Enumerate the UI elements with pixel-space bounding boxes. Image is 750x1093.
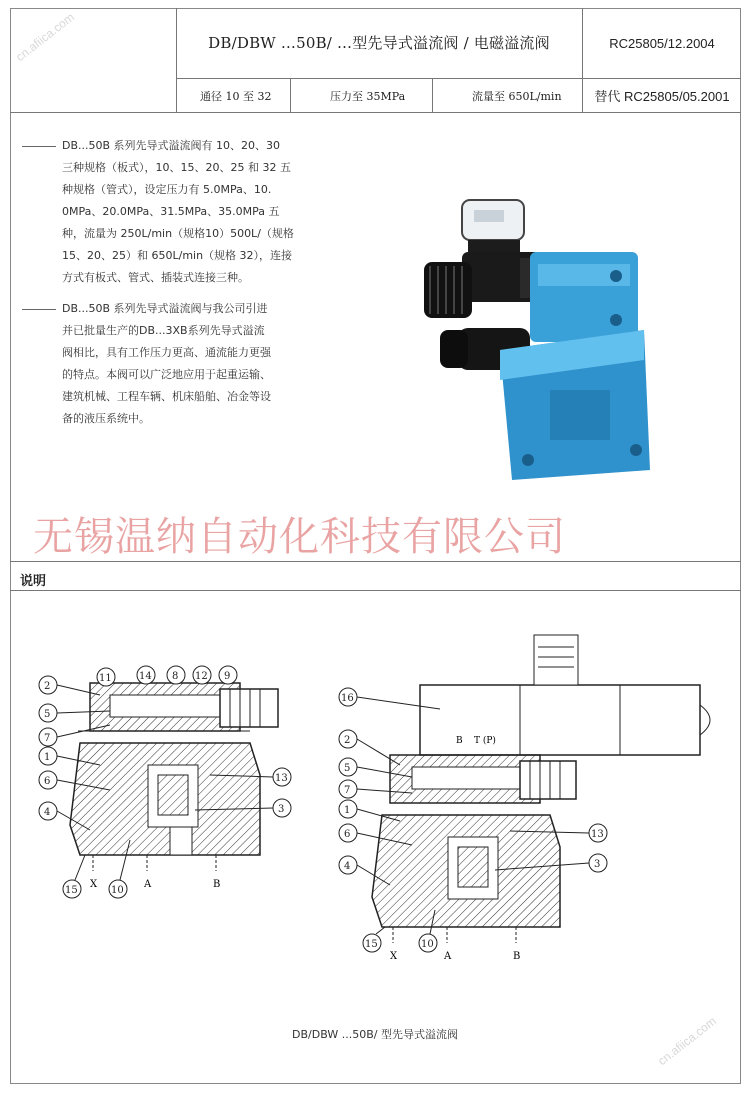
port-label: B xyxy=(213,879,221,890)
text-line: 备的液压系统中。 xyxy=(62,412,150,425)
bullet-dash xyxy=(22,146,56,147)
valve-cross-section-diagram xyxy=(20,625,730,965)
callout xyxy=(63,855,85,898)
port-label: T (P) xyxy=(474,736,496,746)
svg-text:1: 1 xyxy=(44,752,51,763)
port-label: A xyxy=(444,951,452,962)
svg-text:13: 13 xyxy=(591,829,604,840)
svg-text:2: 2 xyxy=(44,681,51,692)
text-line: 15、20、25）和 650L/min（规格 32），连接 xyxy=(62,249,293,262)
header-divider xyxy=(290,78,291,112)
callout xyxy=(219,666,237,684)
svg-text:13: 13 xyxy=(275,773,288,784)
company-watermark: 无锡温纳自动化科技有限公司 xyxy=(33,514,566,560)
port-label: X xyxy=(390,951,398,962)
svg-text:11: 11 xyxy=(99,673,112,684)
svg-text:3: 3 xyxy=(594,859,601,870)
svg-text:15: 15 xyxy=(365,939,378,950)
site-watermark: cn.afiica.com xyxy=(13,9,77,65)
svg-text:10: 10 xyxy=(111,885,124,896)
text-line: 建筑机械、工程车辆、机床船舶、冶金等设 xyxy=(62,390,271,403)
svg-text:2: 2 xyxy=(344,735,351,746)
diagram-caption: DB/DBW ...50B/ 型先导式溢流阀 xyxy=(292,1028,458,1041)
text-line: 阀相比，具有工作压力更高、通流能力更强 xyxy=(62,346,271,359)
svg-text:1: 1 xyxy=(344,805,351,816)
site-watermark: cn.afiica.com xyxy=(655,1013,719,1069)
spec-flow: 流量至 650L/min xyxy=(472,90,562,103)
text-line: DB...50B 系列先导式溢流阀有 10、20、30 xyxy=(62,139,281,152)
spec-pressure: 压力至 35MPa xyxy=(330,90,406,103)
svg-text:7: 7 xyxy=(344,785,351,796)
svg-text:10: 10 xyxy=(421,939,434,950)
callout xyxy=(363,927,385,952)
text-line: 三种规格（板式），10、15、20、25 和 32 五 xyxy=(62,161,291,174)
callout xyxy=(193,666,211,684)
svg-text:12: 12 xyxy=(195,671,208,682)
port-label: X xyxy=(90,879,98,890)
spec-size: 通径 10 至 32 xyxy=(200,90,272,103)
svg-text:14: 14 xyxy=(139,671,152,682)
text-line: 种，流量为 250L/min（规格10）500L/（规格 xyxy=(62,227,294,240)
valve-photo xyxy=(400,180,660,490)
right-drawing xyxy=(339,635,710,962)
header-divider xyxy=(432,78,433,112)
svg-text:15: 15 xyxy=(65,885,78,896)
svg-text:4: 4 xyxy=(344,861,351,872)
port-label: A xyxy=(144,879,152,890)
svg-text:4: 4 xyxy=(44,807,51,818)
callout xyxy=(167,666,185,684)
svg-text:16: 16 xyxy=(341,693,354,704)
svg-text:3: 3 xyxy=(278,804,285,815)
header-divider xyxy=(176,8,177,112)
bullet-dash xyxy=(22,309,56,310)
left-drawing xyxy=(39,666,291,898)
section-divider xyxy=(10,590,741,591)
callout xyxy=(97,668,115,686)
section-label: 说明 xyxy=(20,574,47,589)
header-divider xyxy=(10,112,741,113)
section-divider xyxy=(10,561,741,562)
text-line: 方式有板式、管式、插装式连接三种。 xyxy=(62,271,249,284)
description-para-2 xyxy=(62,298,320,430)
svg-text:5: 5 xyxy=(44,709,51,720)
document-title: DB/DBW …50B/ …型先导式溢流阀 / 电磁溢流阀 xyxy=(208,34,550,52)
svg-text:6: 6 xyxy=(344,829,351,840)
svg-text:7: 7 xyxy=(44,733,51,744)
description-para-1 xyxy=(62,135,320,289)
text-line: 种规格（管式），设定压力有 5.0MPa、10. xyxy=(62,183,272,196)
svg-text:9: 9 xyxy=(224,671,231,682)
svg-text:6: 6 xyxy=(44,776,51,787)
text-line: 的特点。本阀可以广泛地应用于起重运输、 xyxy=(62,368,271,381)
text-line: 0MPa、20.0MPa、31.5MPa、35.0MPa 五 xyxy=(62,205,280,218)
text-line: DB...50B 系列先导式溢流阀与我公司引进 xyxy=(62,302,268,315)
callout xyxy=(137,666,155,684)
svg-text:5: 5 xyxy=(344,763,351,774)
port-label: B xyxy=(456,736,463,746)
text-line: 并已批量生产的DB...3XB系列先导式溢流 xyxy=(62,324,265,337)
replaces-code: 替代 RC25805/05.2001 xyxy=(594,89,730,104)
header-divider xyxy=(176,78,741,79)
svg-text:8: 8 xyxy=(172,671,179,682)
document-code: RC25805/12.2004 xyxy=(609,36,715,51)
port-label: B xyxy=(513,951,521,962)
